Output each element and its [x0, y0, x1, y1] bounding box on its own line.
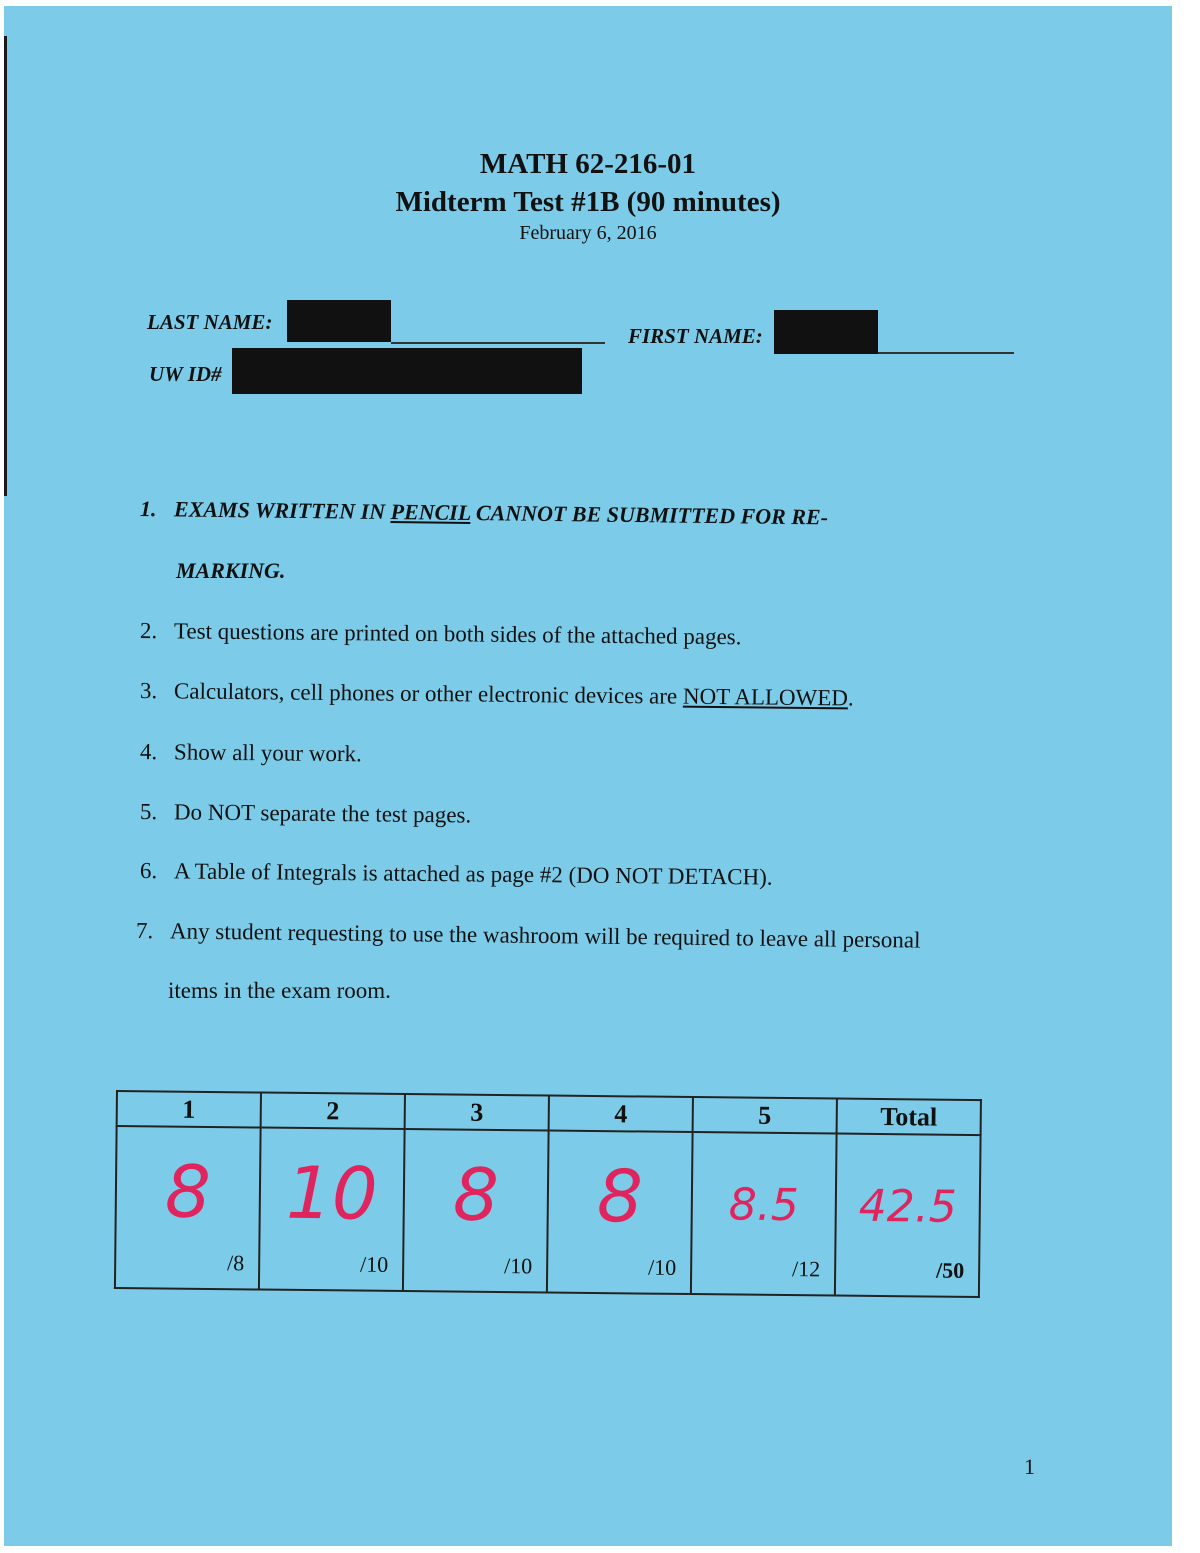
instruction-text: A Table of Integrals is attached as page #2 (DO NOT DETACH).	[173, 858, 773, 890]
last-name-label: LAST NAME:	[147, 310, 273, 334]
handwritten-mark: 10	[285, 1150, 379, 1236]
instruction-text: Any student requesting to use the washroom will be required to leave all personal	[169, 918, 921, 953]
instruction-text: Do NOT separate the test pages.	[173, 799, 472, 828]
handwritten-mark: 8	[452, 1152, 500, 1238]
instruction-text: Calculators, cell phones or other electronic devices are	[173, 678, 684, 709]
question-3-score-cell	[403, 1129, 549, 1292]
instruction-number: 2.	[139, 618, 158, 644]
scan-edge	[4, 36, 7, 496]
question-2-header: 2	[261, 1093, 405, 1130]
total-header: Total	[837, 1099, 981, 1136]
score-table	[114, 1090, 982, 1298]
instruction-number: 1.	[139, 496, 157, 522]
instruction-4	[140, 739, 1040, 774]
instruction-text: CANNOT BE SUBMITTED FOR RE-	[470, 500, 829, 530]
max-points: /8	[226, 1250, 245, 1276]
max-total-points: /50	[935, 1257, 965, 1283]
instruction-text: EXAMS WRITTEN IN	[173, 496, 391, 525]
max-points: /10	[359, 1251, 389, 1277]
handwritten-mark: 8	[596, 1154, 644, 1239]
total-score-cell	[835, 1134, 981, 1297]
question-2-score-cell	[259, 1128, 405, 1291]
instruction-1-cont: MARKING.	[176, 558, 286, 583]
first-name-label: FIRST NAME:	[628, 324, 763, 348]
question-5-header: 5	[693, 1097, 837, 1134]
max-points: /10	[503, 1253, 533, 1279]
test-date: February 6, 2016	[519, 222, 657, 244]
last-name-line	[391, 342, 605, 344]
pencil-emphasis: PENCIL	[390, 499, 471, 526]
not-allowed-emphasis: NOT ALLOWED	[682, 683, 849, 711]
instruction-5	[140, 799, 1040, 834]
last-name-redaction	[287, 300, 391, 342]
instruction-2	[140, 618, 1040, 653]
course-code: MATH 62-216-01	[479, 148, 697, 180]
instruction-number: 4.	[139, 739, 158, 765]
score-row	[115, 1126, 981, 1297]
page-number: 1	[1024, 1454, 1035, 1479]
first-name-line	[878, 352, 1014, 354]
uw-id-label: UW ID#	[149, 362, 222, 386]
max-points: /10	[647, 1254, 677, 1280]
instruction-7	[136, 918, 1036, 955]
instruction-number: 3.	[139, 678, 158, 704]
instruction-6	[140, 858, 1040, 893]
handwritten-mark: 8	[164, 1149, 212, 1234]
instruction-3	[140, 678, 1040, 713]
question-1-score-cell	[115, 1126, 261, 1289]
first-name-redaction	[774, 310, 878, 354]
max-points: /12	[791, 1256, 821, 1282]
instruction-number: 6.	[139, 858, 158, 884]
test-title: Midterm Test #1B (90 minutes)	[395, 186, 781, 218]
question-1-header: 1	[117, 1091, 261, 1128]
uw-id-redaction	[232, 348, 582, 394]
question-4-header: 4	[549, 1096, 693, 1133]
instruction-number: 5.	[139, 799, 158, 825]
instruction-number: 7.	[135, 918, 154, 944]
instruction-text: Test questions are printed on both sides of the attached pages.	[173, 618, 742, 650]
question-4-score-cell	[547, 1131, 693, 1294]
instruction-text: .	[847, 685, 854, 711]
exam-cover-page	[4, 6, 1172, 1546]
instruction-7-cont: items in the exam room.	[168, 978, 391, 1003]
question-5-score-cell	[691, 1132, 837, 1295]
instruction-text: Show all your work.	[173, 739, 362, 767]
instruction-1	[140, 496, 1040, 533]
handwritten-total: 42.5	[858, 1180, 958, 1233]
question-3-header: 3	[405, 1094, 549, 1131]
handwritten-mark: 8.5	[728, 1179, 800, 1232]
